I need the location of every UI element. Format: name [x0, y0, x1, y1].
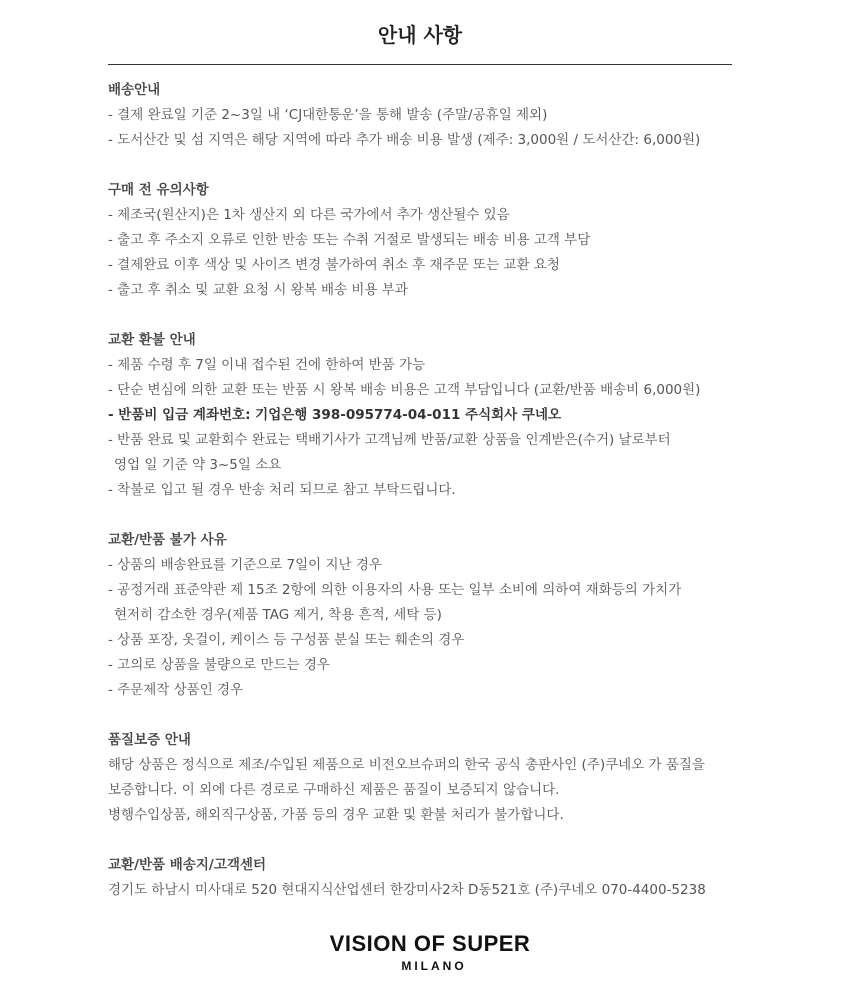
- section-exchange-refund: [108, 328, 748, 503]
- notice-line: - 반품 완료 및 교환회수 완료는 택배기사가 고객님께 반품/교환 상품을 인계받은(수거) 날로부터: [108, 432, 671, 448]
- notice-line: - 출고 후 주소지 오류로 인한 반송 또는 수취 거절로 발생되는 배송 비용 고객 부담: [108, 232, 591, 248]
- section-no-return: [108, 528, 748, 703]
- notice-line: - 결제완료 이후 색상 및 사이즈 변경 불가하여 취소 후 재주문 또는 교환 요청: [108, 257, 560, 273]
- notice-line: - 착불로 입고 될 경우 반송 처리 되므로 참고 부탁드립니다.: [108, 482, 456, 498]
- section-heading: 교환/반품 배송지/고객센터: [108, 857, 267, 873]
- notice-line: - 주문제작 상품인 경우: [108, 682, 244, 698]
- notice-line: - 상품 포장, 옷걸이, 케이스 등 구성품 분실 또는 훼손의 경우: [108, 632, 465, 648]
- section-return-address: [108, 853, 748, 903]
- section-heading: 구매 전 유의사항: [108, 182, 209, 198]
- section-quality-guarantee: [108, 728, 748, 828]
- page-title: 안내 사항: [377, 23, 463, 47]
- notice-line: - 도서산간 및 섬 지역은 해당 지역에 따라 추가 배송 비용 발생 (제주: 3,000원 / 도서산간: 6,000원): [108, 132, 701, 148]
- notice-content: [108, 78, 748, 928]
- return-address-line: 경기도 하남시 미사대로 520 현대지식산업센터 한강미사2차 D동521호 (주)쿠네오 070-4400-5238: [108, 882, 706, 898]
- notice-line: - 상품의 배송완료를 기준으로 7일이 지난 경우: [108, 557, 382, 573]
- notice-line: - 고의로 상품을 불량으로 만드는 경우: [108, 657, 330, 673]
- section-shipping: [108, 78, 748, 153]
- notice-line: 현저히 감소한 경우(제품 TAG 제거, 착용 흔적, 세탁 등): [114, 607, 442, 623]
- refund-account-line: - 반품비 입금 계좌번호: 기업은행 398-095774-04-011 주식회사 쿠네오: [108, 407, 562, 423]
- notice-line: 병행수입상품, 해외직구상품, 가품 등의 경우 교환 및 환불 처리가 불가합니다.: [108, 807, 564, 823]
- logo-wordmark: VISION OF SUPER: [329, 931, 531, 956]
- notice-line: - 출고 후 취소 및 교환 요청 시 왕복 배송 비용 부과: [108, 282, 408, 298]
- notice-line: 영업 일 기준 약 3~5일 소요: [114, 457, 282, 473]
- notice-line: - 공정거래 표준약관 제 15조 2항에 의한 이용자의 사용 또는 일부 소비에 의하여 재화등의 가치가: [108, 582, 682, 598]
- notice-line: 해당 상품은 정식으로 제조/수입된 제품으로 비전오브슈퍼의 한국 공식 총판사인 (주)쿠네오 가 품질을: [108, 757, 705, 773]
- title-divider: [108, 64, 732, 65]
- section-heading: 품질보증 안내: [108, 732, 191, 748]
- notice-line: - 결제 완료일 기준 2~3일 내 ‘CJ대한통운’을 통해 발송 (주말/공휴일 제외): [108, 107, 548, 123]
- notice-line: - 제조국(원산지)은 1차 생산지 외 다른 국가에서 추가 생산될수 있음: [108, 207, 510, 223]
- brand-logo: [0, 930, 860, 974]
- logo-subtitle: MILANO: [401, 959, 467, 973]
- section-pre-purchase: [108, 178, 748, 303]
- notice-line: - 단순 변심에 의한 교환 또는 반품 시 왕복 배송 비용은 고객 부담입니다 (교환/반품 배송비 6,000원): [108, 382, 701, 398]
- notice-line: 보증합니다. 이 외에 다른 경로로 구매하신 제품은 품질이 보증되지 않습니다.: [108, 782, 560, 798]
- section-heading: 배송안내: [108, 82, 161, 98]
- section-heading: 교환 환불 안내: [108, 332, 196, 348]
- section-heading: 교환/반품 불가 사유: [108, 532, 227, 548]
- notice-line: - 제품 수령 후 7일 이내 접수된 건에 한하여 반품 가능: [108, 357, 426, 373]
